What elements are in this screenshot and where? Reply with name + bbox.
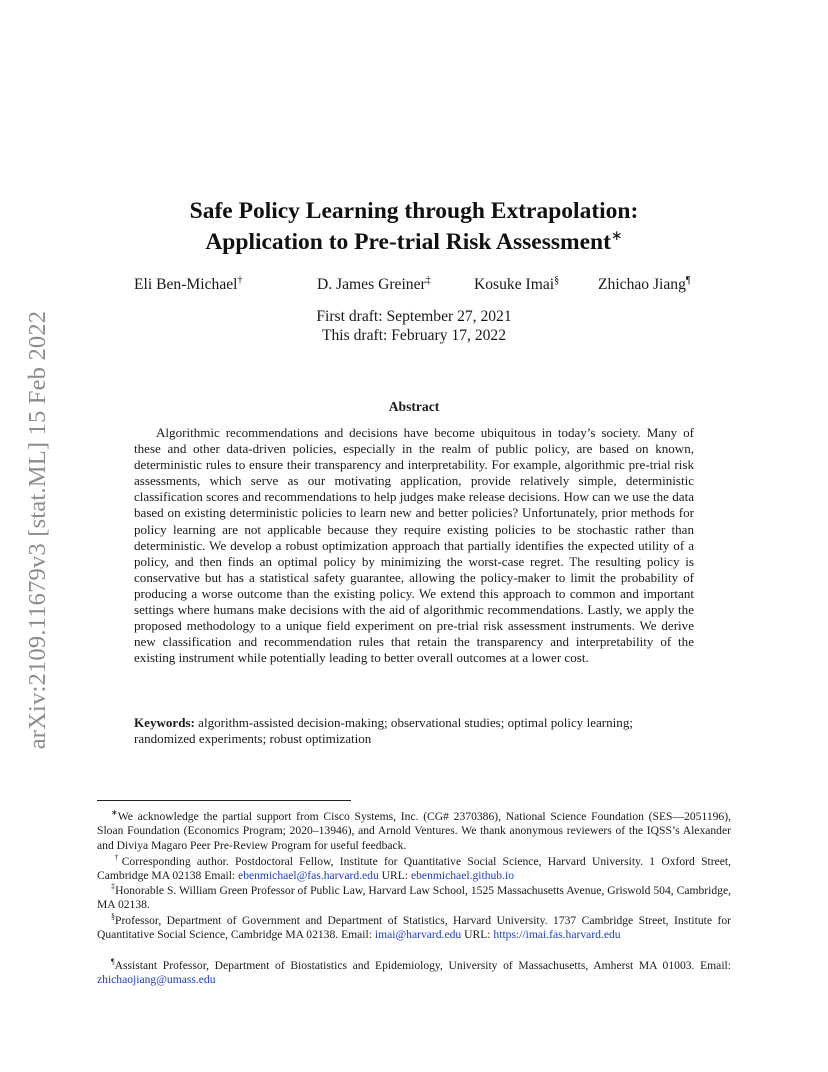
footnote-mark: † [111, 853, 122, 862]
keywords-block [134, 715, 696, 747]
footnote-divider [97, 800, 351, 801]
email-link-imai[interactable]: imai@harvard.edu [374, 928, 462, 942]
author-footnote-mark[interactable]: § [554, 275, 560, 286]
title-footnote-mark[interactable]: ∗ [610, 229, 623, 244]
keywords-text: algorithm-assisted decision-making; observational studies; optimal policy learning; randomized experiments; robust optimization [134, 715, 633, 747]
author-imai: Kosuke Imai§ [474, 275, 560, 294]
abstract-body: Algorithmic recommendations and decisions have become ubiquitous in today’s society. Many of these and other data-driven policies, especially in the realm of public policy, are based on known, deterministic rules to ensure their transparency and interpretability. For example, algorithmic pre-trial risk assessments, which serve as our motivating application, provide relatively simple, deterministic classification scores and recommendations to help judges make release decisions. How can we use the data based on existing deterministic policies to learn new and better policies? Unfortunately, prior methods for policy learning are not applicable because they require existing policies to be stochastic rather than deterministic. We develop a robust optimization approach that partially identifies the expected utility of a policy, and then finds an optimal policy by minimizing the worst-case regret. The resulting policy is conservative but has a statistical safety guarantee, allowing the policy-maker to limit the probability of producing a worse outcome than the existing policy. We extend this approach to common and important settings where humans make decisions with the aid of algorithmic recommendations. Lastly, we apply the proposed methodology to a unique field experiment on pre-trial risk assessment instruments. We derive new classification and recommendation rules that retain the transparency and interpretability of the existing instrument while potentially leading to better overall outcomes at a lower cost. [134, 425, 694, 666]
author-footnote-mark[interactable]: ‡ [425, 275, 431, 286]
first-draft-date: First draft: September 27, 2021 [316, 308, 512, 325]
footnote-jiang: ¶Assistant Professor, Department of Biostatistics and Epidemiology, University of Massachusetts, Amherst MA 01003. Email: zhichaojiang@umass.edu [97, 957, 731, 987]
arxiv-identifier-text: arXiv:2109.11679v3 [stat.ML] 15 Feb 2022 [24, 310, 51, 750]
footnote-mark: ∗ [111, 808, 118, 817]
paper-title-line-1: Safe Policy Learning through Extrapolation: [189, 198, 639, 224]
footnote-acknowledgment: ∗We acknowledge the partial support from Cisco Systems, Inc. (CG# 2370386), National Science Foundation (SES—2051196), Sloan Foundation (Economics Program; 2020–13946), and Arnold Ventures. We thank anonymous reviewers of the IQSS’s Alexander and Diviya Magaro Peer Pre-Review Program for useful feedback. [97, 808, 731, 853]
footnote-corresponding-author: †Corresponding author. Postdoctoral Fellow, Institute for Quantitative Social Science, Harvard University. 1 Oxford Street, Cambridge MA 02138 Email: ebenmichael@fas.harvard.edu URL: ebenmichael.github.io [97, 853, 732, 883]
url-link-ben-michael[interactable]: ebenmichael.github.io [410, 869, 515, 883]
footnote-mark: § [111, 912, 115, 921]
email-link-ben-michael[interactable]: ebenmichael@fas.harvard.edu [238, 869, 379, 883]
author-ben-michael: Eli Ben-Michael† [134, 275, 243, 294]
abstract-heading: Abstract [388, 399, 440, 414]
author-greiner: D. James Greiner‡ [317, 275, 431, 294]
author-footnote-mark[interactable]: † [237, 275, 243, 286]
this-draft-date: This draft: February 17, 2022 [321, 327, 507, 344]
footnote-imai: §Professor, Department of Government and Department of Statistics, Harvard University. 1737 Cambridge Street, Institute for Quantitative Social Science, Cambridge MA 02138. Email: imai@harvard.edu URL: https://imai.fas.harvard.edu [97, 912, 731, 942]
author-jiang: Zhichao Jiang¶ [598, 275, 691, 294]
author-footnote-mark[interactable]: ¶ [685, 275, 691, 286]
footnote-mark: ‡ [111, 882, 116, 891]
arxiv-identifier-stamp [18, 280, 58, 780]
keywords-label: Keywords: [134, 715, 195, 730]
footnote-greiner: ‡Honorable S. William Green Professor of Public Law, Harvard Law School, 1525 Massachusetts Avenue, Griswold 504, Cambridge, MA 02138. [97, 882, 732, 912]
email-link-jiang[interactable]: zhichaojiang@umass.edu [97, 973, 216, 987]
paper-title-line-2: Application to Pre-trial Risk Assessment∗ [205, 228, 623, 255]
footnote-mark: ¶ [111, 957, 115, 966]
url-link-imai[interactable]: https://imai.fas.harvard.edu [493, 928, 621, 942]
